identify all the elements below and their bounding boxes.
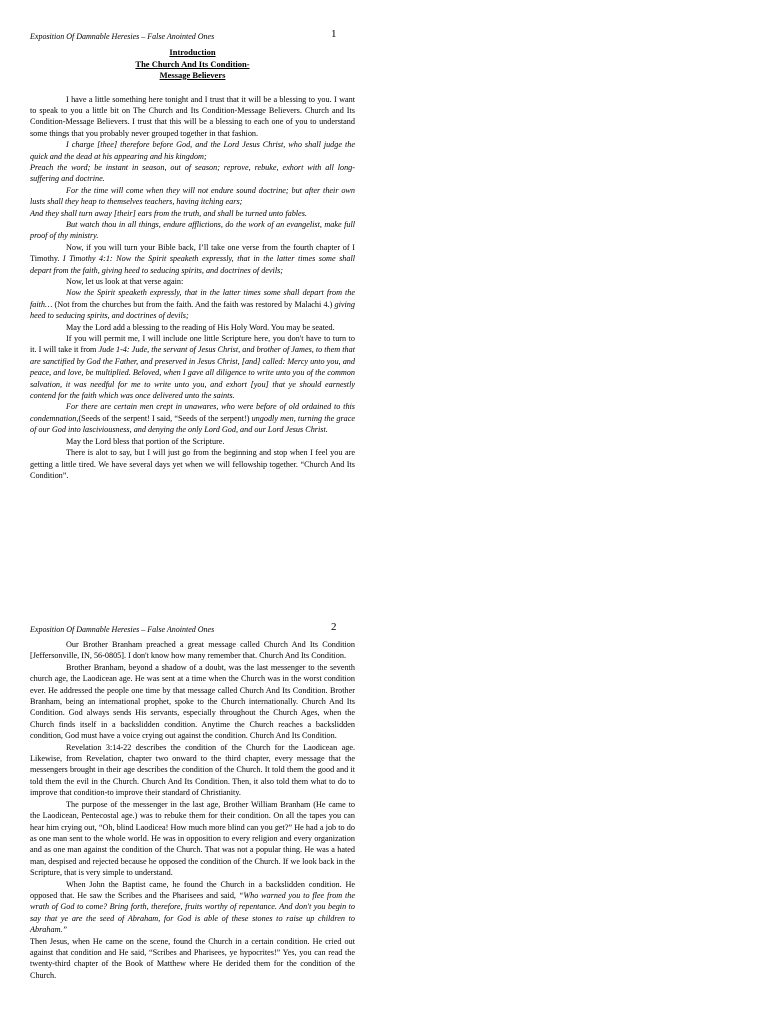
text-run: (Not from the churches but from the faith. And the faith was restored by Malachi 4.) — [52, 299, 335, 309]
running-header — [30, 621, 355, 639]
paragraph: Brother Branham, beyond a shadow of a doubt, was the last messenger to the seventh church age, the Laodicean age. He was sent at a time when the Church was in the worst condition ever. He addressed the people one time by that message called Church And Its Condition. Brother Branham, being an international prophet, spoke to the Church internationally. Church And Its Condition. God always sends His servants, especially throughout the Church Ages, when the Church finds itself in a backslidden condition. Anytime the Church reaches a backslidden condition, God must have a voice crying out against the condition. Church And Its Condition. — [30, 662, 355, 741]
paragraph — [30, 333, 355, 401]
paragraph: May the Lord add a blessing to the reading of His Holy Word. You may be seated. — [66, 322, 335, 332]
running-title: Exposition Of Damnable Heresies – False Anointed Ones — [30, 32, 215, 41]
scripture-quote: ungodly men, turning the grace of our God into lasciviousness, and denying the only Lord God, and our Lord Jesus Christ. — [30, 413, 355, 435]
paragraph: The purpose of the messenger in the last age, Brother William Branham (He came to the Laodicean, Pentecostal age.) was to rebuke them for their condition. On all the tapes you can hear him crying out, “Oh, blind Laodicea! How much more blind can you get?” He had a job to do as one man sent to the whole world. He was in opposition to every religion and every organization and as one man against the condition of the Church. That was not a popular thing. He was a hated man, despised and rejected because he opposed the condition of the Church. If we look back in the Scripture, that is very simple to understand. — [30, 799, 355, 878]
scripture-quote: I charge [thee] therefore before God, and the Lord Jesus Christ, who shall judge the quick and the dead at his appearing and his kingdom; — [30, 140, 355, 161]
paragraph: I have a little something here tonight and I trust that it will be a blessing to you. I want to speak to you a little bit on The Church and Its Condition-Message Believers. Church and Its Condition-Message Believers. I trust that this will be a blessing to each one of you to understand some things that you probably never grouped together in that fashion. — [30, 94, 355, 138]
running-title: Exposition Of Damnable Heresies – False Anointed Ones — [30, 625, 215, 634]
scripture-quote: Now the Spirit speaketh expressly, that in the latter times some shall depart from the faith… — [30, 288, 355, 309]
paragraph — [30, 401, 355, 435]
page-number: 2 — [331, 621, 337, 633]
page-1 — [30, 28, 355, 481]
section-heading — [30, 47, 355, 82]
text-run: Now, if you will turn your Bible back, I’ll take one verse from the fourth chapter of I Timothy. — [30, 242, 355, 264]
paragraph — [30, 242, 355, 276]
text-run: If you will permit me, I will include one little Scripture here, you don't have to turn to it. I will take it from — [30, 334, 355, 355]
paragraph — [30, 287, 355, 321]
paragraph: Now, let us look at that verse again: — [66, 277, 184, 286]
scripture-quote: “Who warned you to flee from the wrath of God to come? Bring forth, therefore, fruits worthy of repentance. And don't you begin to say that ye are the seed of Abraham, for God is able of these stones to raise up children to Abraham.” — [30, 890, 355, 935]
paragraph: May the Lord bless that portion of the Scripture. — [66, 436, 225, 446]
scripture-quote: For the time will come when they will not endure sound doctrine; but after their own lusts shall they heap to themselves teachers, having itching ears; — [30, 185, 355, 207]
scripture-quote: But watch thou in all things, endure afflictions, do the work of an evangelist, make full proof of thy ministry. — [30, 219, 355, 241]
paragraph: Then Jesus, when He came on the scene, found the Church in a certain condition. He cried out against that condition and He said, “Scribes and Pharisees, ye hypocrites!” Yes, you can read the twenty-third chapter of the Book of Matthew where He derided them for the condition of the Church. — [30, 936, 355, 980]
paragraph: Revelation 3:14-22 describes the condition of the Church for the Laodicean age. Likewise, from Revelation, chapter two onward to the third chapter, every message that the messengers brought in their age describes the condition of the Church. It told them the good and it told them the evil in the Church. Church And Its Condition. Then, it also told them what to do to improve that condition-to improve their standard of Christianity. — [30, 742, 355, 798]
page-2 — [30, 621, 355, 981]
text-run: (Seeds of the serpent! I said, “Seeds of the serpent!) — [78, 413, 250, 423]
page-number: 1 — [331, 28, 337, 40]
scripture-quote: giving heed to seducing spirits, and doctrines of devils; — [30, 299, 355, 321]
scripture-quote: For there are certain men crept in unawares, who were before of old ordained to this condemnation, — [30, 402, 355, 423]
heading-line: The Church And Its Condition- — [135, 58, 250, 69]
scripture-quote: And they shall turn away [their] ears from the truth, and shall be turned unto fables. — [30, 208, 307, 218]
paragraph: Our Brother Branham preached a great message called Church And Its Condition [Jeffersonville, IN, 56-0805]. I don't know how many remember that. Church And Its Condition. — [30, 640, 355, 661]
heading-line: Message Believers — [159, 70, 226, 80]
paragraph — [30, 879, 355, 936]
running-header — [30, 28, 355, 46]
scripture-quote: I Timothy 4:1: Now the Spirit speaketh expressly, that in the latter times some shall depart from the faith, giving heed to seducing spirits, and doctrines of devils; — [30, 254, 355, 275]
paragraph: There is alot to say, but I will just go from the beginning and stop when I feel you are getting a little tired. We have several days yet when we will fellowship together. “Church And Its Condition”. — [30, 448, 355, 480]
scripture-quote: Jude 1-4: Jude, the servant of Jesus Christ, and brother of James, to them that are sanctified by God the Father, and preserved in Jesus Christ, [and] called: Mercy unto you, and peace, and love, be multiplied. Beloved, when I gave all diligence to write unto you of the common salvation, it was needful for me to write unto you, and exhort [you] that ye should earnestly contend for the faith which was once delivered unto the saints. — [30, 345, 355, 401]
heading-line: Introduction — [169, 47, 216, 57]
text-run: When John the Baptist came, he found the Church in a backslidden condition. He opposed that. He saw the Scribes and the Pharisees and said, — [30, 879, 355, 900]
scripture-quote: Preach the word; be instant in season, out of season; reprove, rebuke, exhort with all long-suffering and doctrine. — [30, 162, 355, 184]
